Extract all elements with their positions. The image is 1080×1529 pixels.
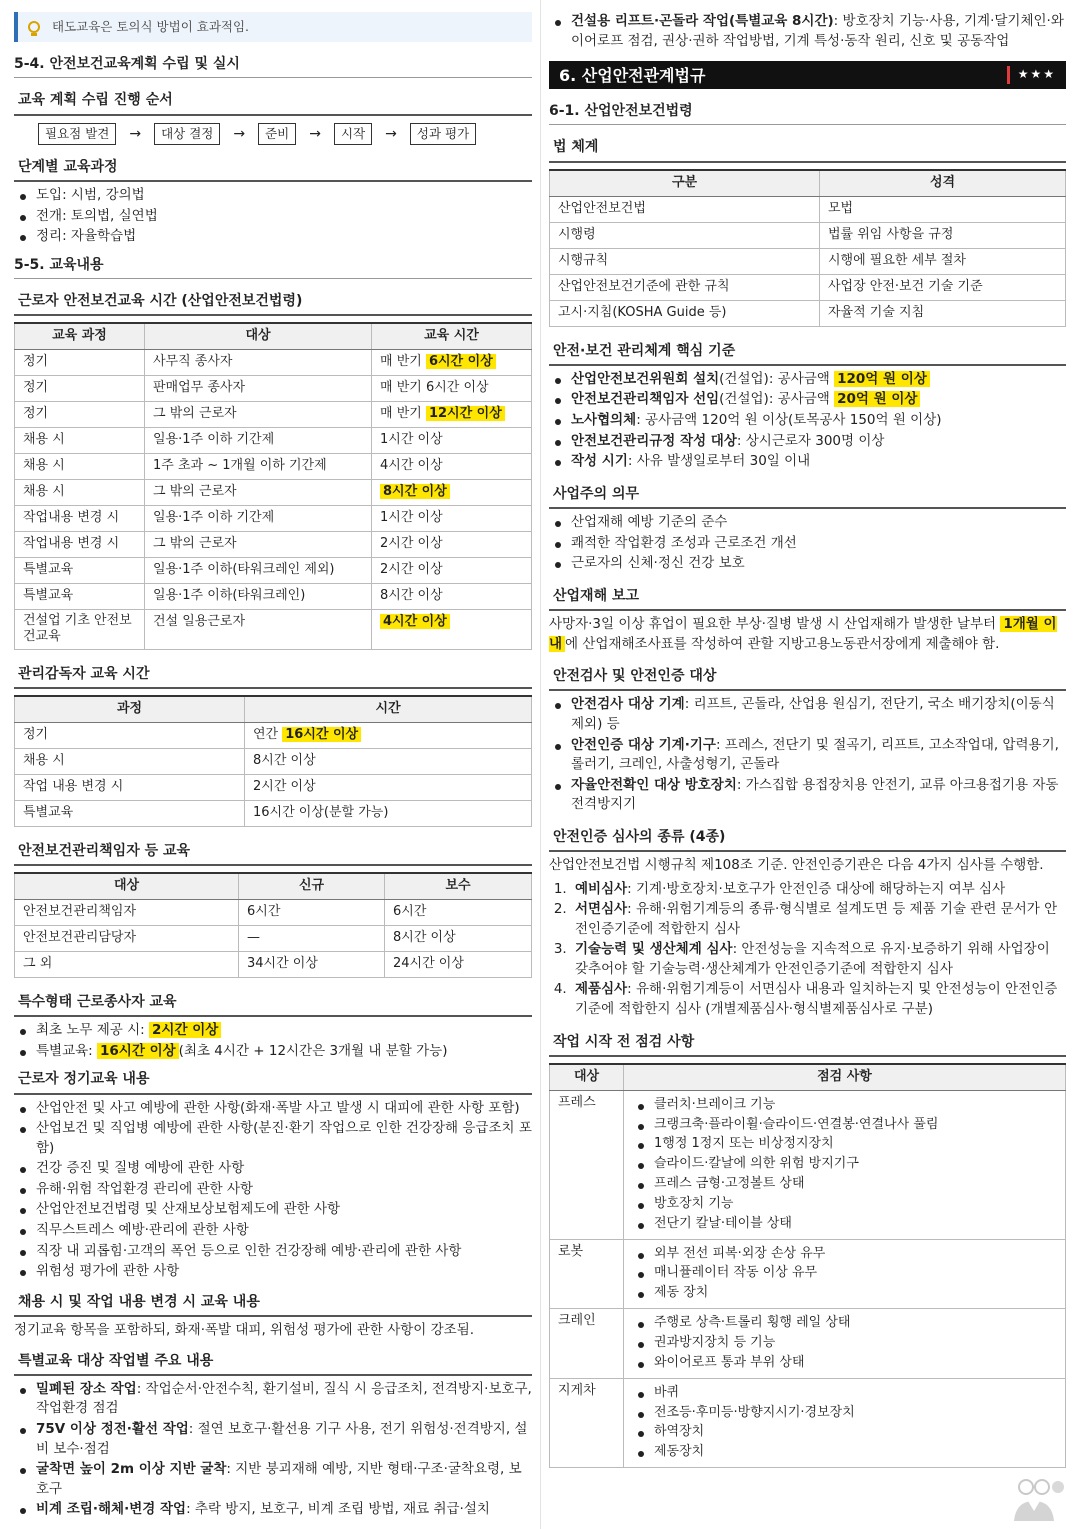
table-header: 대상 (145, 323, 372, 349)
flow-step: 준비 (258, 123, 296, 145)
table-cell: 1주 초과 ~ 1개월 이하 기간제 (145, 454, 372, 480)
list-item: 전조등·후미등·방향지시기·경보장치 (632, 1404, 1057, 1423)
table-cell: 모법 (820, 196, 1066, 222)
table-row (15, 454, 532, 480)
item-text: : 공사금액 120억 원 이상(토목공사 150억 원 이상) (636, 411, 942, 428)
table-header: 대상 (550, 1064, 624, 1090)
list-item (14, 1042, 532, 1062)
hire-edu-text: 정기교육 항목을 포함하되, 화재·폭발 대피, 위험성 평가에 관한 사항이 강조됨. (14, 1322, 475, 1338)
pre-work-check-table (549, 1063, 1066, 1468)
arrow-right-icon: → (385, 125, 397, 142)
table-cell: 산업안전보건기준에 관한 규칙 (550, 274, 820, 300)
worker-edu-table (14, 322, 532, 649)
list-item: 근로자의 신체·정신 건강 보호 (549, 554, 1066, 574)
regular-edu-list (14, 1099, 532, 1282)
table-cell: 6시간 (239, 899, 385, 925)
flow-step: 시작 (334, 123, 372, 145)
cell-text: 매 반기 (380, 406, 422, 422)
table-row (15, 376, 532, 402)
item-text: : 프레스, 전단기 및 절곡기, 리프트, 고소작업대, 압력용기, 롤러기, 크레인, 사출성형기, 곤돌라 (571, 736, 1059, 773)
employer-duty-title: 사업주의 의무 (549, 482, 1066, 509)
table-cell: 일용·1주 이하(타워크레인 제외) (145, 558, 372, 584)
accident-report-text (549, 615, 1066, 654)
tip-note (14, 12, 532, 42)
table-cell: 시행에 필요한 세부 절차 (820, 248, 1066, 274)
list-item: 슬라이드·칼날에 의한 위험 방지기구 (632, 1155, 1057, 1174)
table-cell: 정기 (15, 402, 145, 428)
item-text: : 절연 보호구·활선용 기구 사용, 전기 위험성·전격방지, 설비 보수·점검 (36, 1420, 528, 1457)
section-6-1-title: 6-1. 산업안전보건법령 (549, 101, 1066, 125)
item-text: : 리프트, 곤돌라, 산업용 원심기, 전단기, 국소 배기장치(이동식 제외) 등 (571, 696, 1055, 732)
table-cell: 8시간 이상 (385, 925, 532, 951)
table-cell: 프레스 (550, 1090, 624, 1239)
accident-report-title: 산업재해 보고 (549, 584, 1066, 611)
table-row (15, 951, 532, 977)
table-row (550, 1378, 1066, 1467)
item-text: 최초 노무 제공 시: (36, 1022, 145, 1039)
table-cell: 24시간 이상 (385, 951, 532, 977)
item-term: 안전보건관리책임자 선임 (571, 391, 720, 408)
law-system-title: 법 체계 (549, 135, 1066, 162)
list-item: 도입: 시범, 강의법 (14, 186, 532, 206)
hire-edu-title: 채용 시 및 작업 내용 변경 시 교육 내용 (14, 1290, 532, 1317)
table-row (15, 428, 532, 454)
item-term: 예비심사 (575, 880, 628, 897)
item-text: : 방호장치 기능·사용, 기계·달기체인·와이어로프 점검, 권상·권하 작업방법, 기계 특성·동작 원리, 신호 및 공동작업 (571, 13, 1064, 49)
list-item: 산업안전 및 사고 예방에 관한 사항(화재·폭발 사고 발생 시 대피에 관한 사항 포함) (14, 1099, 532, 1119)
item-text: : 유해·위험기계등의 종류·형식별로 설계도면 등 제품 기술 관련 문서가 안전인증기준에 적합한지 심사 (575, 901, 1058, 937)
employer-duty-list (549, 513, 1066, 574)
section-5-5-title: 5-5. 교육내용 (14, 255, 532, 279)
table-row (550, 300, 1066, 326)
highlight: 1개월 이내 (549, 615, 1057, 652)
table-cell: 사무직 종사자 (145, 350, 372, 376)
cell-text: 1시간 이상 (380, 510, 443, 526)
item-term: 굴착면 높이 2m 이상 지반 굴착 (36, 1461, 227, 1478)
item-text: : 사유 발생일로부터 30일 이내 (627, 453, 811, 470)
item-term: 기술능력 및 생산체계 심사 (575, 941, 733, 958)
list-item (549, 411, 1066, 431)
lightbulb-icon (28, 21, 40, 33)
table-cell: 로봇 (550, 1239, 624, 1309)
item-text: 특별교육: (36, 1042, 93, 1059)
list-item: 외부 전선 피복·외장 손상 유무 (632, 1245, 1057, 1264)
cell-text: 2시간 이상 (253, 778, 316, 794)
list-item (549, 736, 1066, 775)
table-cell (372, 428, 532, 454)
item-term: 제품심사 (575, 981, 628, 998)
cell-text: 연간 (253, 726, 279, 742)
list-item: 산업안전보건법령 및 산재보상보험제도에 관한 사항 (14, 1200, 532, 1220)
section-5-4-title: 5-4. 안전보건교육계획 수립 및 실시 (14, 54, 532, 78)
table-cell (372, 376, 532, 402)
list-item: 제동 장치 (632, 1284, 1057, 1303)
table-row (550, 1239, 1066, 1309)
list-item: 와이어로프 통과 부위 상태 (632, 1354, 1057, 1373)
table-row (15, 800, 532, 826)
table-cell: 34시간 이상 (239, 951, 385, 977)
list-item (549, 12, 1066, 51)
item-text: (최초 4시간 + 12시간은 3개월 내 분할 가능) (178, 1042, 448, 1059)
table-cell: 그 밖의 근로자 (145, 480, 372, 506)
table-cell (372, 402, 532, 428)
table-row (15, 774, 532, 800)
table-row (550, 248, 1066, 274)
table-cell: 채용 시 (15, 480, 145, 506)
manager-edu-title: 관리감독자 교육 시간 (14, 662, 532, 689)
table-cell: 시행규칙 (550, 248, 820, 274)
mgmt-criteria-list (549, 370, 1066, 472)
list-item (14, 1500, 532, 1520)
table-cell: 정기 (15, 350, 145, 376)
list-item: 제동장치 (632, 1443, 1057, 1462)
list-item: 주행로 상측·트롤리 횡행 레일 상태 (632, 1314, 1057, 1333)
table-cell: 일용·1주 이하 기간제 (145, 506, 372, 532)
highlight: 12시간 이상 (426, 406, 505, 421)
table-cell: 건설 일용근로자 (145, 610, 372, 650)
list-item (14, 1380, 532, 1419)
table-cell: 특별교육 (15, 584, 145, 610)
list-item: 방호장치 기능 (632, 1195, 1057, 1214)
item-term: 산업안전보건위원회 설치 (571, 370, 720, 387)
cell-text: 8시간 이상 (253, 752, 316, 768)
item-term: 안전검사 대상 기계 (571, 696, 685, 713)
worker-edu-title: 근로자 안전보건교육 시간 (산업안전보건법령) (14, 289, 532, 316)
list-item: 건강 증진 및 질병 예방에 관한 사항 (14, 1159, 532, 1179)
table-cell: 크레인 (550, 1309, 624, 1379)
item-text: : 기계·방호장치·보호구가 안전인증 대상에 해당하는지 여부 심사 (627, 880, 1006, 897)
flow-step: 필요점 발견 (38, 123, 116, 145)
table-cell (372, 584, 532, 610)
list-item: 유해·위험 작업환경 관리에 관한 사항 (14, 1180, 532, 1200)
chapter-title: 6. 산업안전관계법규 (559, 65, 706, 85)
table-header: 대상 (15, 873, 239, 899)
tip-text: 태도교육은 토의식 방법이 효과적임. (52, 18, 250, 34)
cell-text: 매 반기 6시간 이상 (380, 380, 489, 396)
check-list (632, 1314, 1057, 1373)
list-item: 산업재해 예방 기준의 준수 (549, 513, 1066, 533)
table-cell (624, 1309, 1066, 1379)
item-term: 밀폐된 장소 작업 (36, 1380, 137, 1397)
item-term: 서면심사 (575, 901, 628, 918)
highlight: 2시간 이상 (149, 1022, 221, 1038)
item-text: (건설업): 공사금액 (719, 391, 830, 408)
special-job-list (14, 1380, 532, 1520)
table-cell (624, 1239, 1066, 1309)
list-item (571, 900, 1066, 939)
arrow-right-icon: → (309, 125, 321, 142)
table-row (550, 1309, 1066, 1379)
list-item: 1행정 1정지 또는 비상정지장치 (632, 1135, 1057, 1154)
list-item: 매니퓰레이터 작동 이상 유무 (632, 1264, 1057, 1283)
list-item: 바퀴 (632, 1384, 1057, 1403)
special-worker-title: 특수형태 근로종사자 교육 (14, 990, 532, 1017)
check-list (632, 1096, 1057, 1234)
list-item (14, 1460, 532, 1499)
table-cell (372, 480, 532, 506)
left-column (14, 0, 532, 1521)
highlight: 8시간 이상 (380, 484, 450, 499)
item-text: : 가스집합 용접장치용 안전기, 교류 아크용접기용 자동전격방지기 (571, 776, 1059, 813)
table-row (15, 350, 532, 376)
list-item: 직무스트레스 예방·관리에 관한 사항 (14, 1221, 532, 1241)
table-row (550, 222, 1066, 248)
item-term: 안전보건관리규정 작성 대상 (571, 432, 737, 449)
list-item (549, 390, 1066, 410)
table-cell: 지게차 (550, 1378, 624, 1467)
table-cell: 고시·지침(KOSHA Guide 등) (550, 300, 820, 326)
list-item (14, 1021, 532, 1041)
table-row (550, 196, 1066, 222)
item-text: : 추락 방지, 보호구, 비계 조립 방법, 재료 취급·설치 (186, 1501, 490, 1518)
table-cell (245, 722, 532, 748)
list-item (549, 452, 1066, 472)
table-cell (245, 800, 532, 826)
arrow-right-icon: → (233, 125, 246, 142)
table-row (15, 584, 532, 610)
highlight: 120억 원 이상 (834, 371, 930, 387)
table-row (15, 532, 532, 558)
chapter-6-bar (549, 61, 1066, 89)
flow-step: 성과 평가 (410, 123, 476, 145)
table-cell: 일용·1주 이하 기간제 (145, 428, 372, 454)
highlight: 4시간 이상 (380, 614, 450, 629)
table-cell: 산업안전보건법 (550, 196, 820, 222)
table-row (550, 274, 1066, 300)
table-cell: 사업장 안전·보건 기술 기준 (820, 274, 1066, 300)
table-header: 교육 과정 (15, 323, 145, 349)
inspection-list (549, 695, 1066, 814)
table-row (15, 748, 532, 774)
table-cell: — (239, 925, 385, 951)
item-term: 75V 이상 정전·활선 작업 (36, 1420, 189, 1437)
table-cell: 법률 위임 사항을 규정 (820, 222, 1066, 248)
table-row (15, 610, 532, 650)
table-cell: 자율적 기술 지침 (820, 300, 1066, 326)
stage-course-title: 단계별 교육과정 (14, 155, 532, 182)
plan-order-title: 교육 계획 수립 진행 순서 (14, 88, 532, 115)
table-cell (372, 610, 532, 650)
table-header: 교육 시간 (372, 323, 532, 349)
table-cell (372, 350, 532, 376)
table-cell (624, 1378, 1066, 1467)
table-row (550, 1090, 1066, 1239)
regular-edu-title: 근로자 정기교육 내용 (14, 1067, 532, 1094)
list-item (14, 1420, 532, 1459)
table-cell: 작업 내용 변경 시 (15, 774, 245, 800)
list-item: 산업보건 및 직업병 예방에 관한 사항(분진·환기 작업으로 인한 건강장해 응급조치 포함) (14, 1119, 532, 1158)
list-item: 직장 내 괴롭힘·고객의 폭언 등으로 인한 건강장해 예방·관리에 관한 사항 (14, 1242, 532, 1262)
table-cell (372, 532, 532, 558)
list-item: 프레스 금형·고정볼트 상태 (632, 1175, 1057, 1194)
highlight: 6시간 이상 (426, 354, 496, 369)
arrow-right-icon: → (129, 125, 142, 142)
pre-work-check-title: 작업 시작 전 점검 사항 (549, 1030, 1066, 1057)
table-cell: 그 밖의 근로자 (145, 402, 372, 428)
star-rating-icon: ★★★ (1007, 66, 1056, 83)
table-header: 구분 (550, 170, 820, 196)
cell-text: 4시간 이상 (380, 458, 443, 474)
table-row (15, 506, 532, 532)
list-item (571, 940, 1066, 979)
item-term: 비계 조립·해체·변경 작업 (36, 1501, 187, 1518)
stage-list (14, 186, 532, 247)
list-item (571, 980, 1066, 1019)
table-header: 과정 (15, 696, 245, 722)
table-cell: 채용 시 (15, 428, 145, 454)
table-cell: 일용·1주 이하(타워크레인) (145, 584, 372, 610)
table-cell: 6시간 (385, 899, 532, 925)
cell-text: 8시간 이상 (380, 588, 443, 604)
item-text: (건설업): 공사금액 (719, 370, 830, 387)
table-header: 보수 (385, 873, 532, 899)
table-header: 시간 (245, 696, 532, 722)
list-item (549, 695, 1066, 734)
table-row (15, 925, 532, 951)
item-text: : 상시근로자 300명 이상 (736, 432, 885, 449)
table-cell: 채용 시 (15, 454, 145, 480)
responsible-edu-title: 안전보건관리책임자 등 교육 (14, 839, 532, 866)
table-cell: 특별교육 (15, 800, 245, 826)
special-job-title: 특별교육 대상 작업별 주요 내용 (14, 1349, 532, 1376)
table-cell: 시행령 (550, 222, 820, 248)
list-item: 권과방지장치 등 기능 (632, 1334, 1057, 1353)
list-item: 하역장치 (632, 1423, 1057, 1442)
cell-text: 매 반기 (380, 354, 422, 370)
cell-text: 16시간 이상(분할 가능) (253, 804, 389, 820)
table-cell: 판매업무 종사자 (145, 376, 372, 402)
cell-text: 2시간 이상 (380, 562, 443, 578)
check-list (632, 1384, 1057, 1462)
table-cell: 정기 (15, 722, 245, 748)
report-text: 에 산업재해조사표를 작성하여 관할 지방고용노동관서장에게 제출해야 함. (565, 635, 1000, 652)
table-row (15, 558, 532, 584)
table-row (15, 480, 532, 506)
list-item: 전단기 칼날·테이블 상태 (632, 1215, 1057, 1234)
list-item (549, 370, 1066, 390)
mgmt-criteria-title: 안전·보건 관리체계 핵심 기준 (549, 339, 1066, 366)
table-cell: 채용 시 (15, 748, 245, 774)
list-item: 전개: 토의법, 실연법 (14, 207, 532, 227)
item-term: 노사협의체 (571, 411, 637, 428)
item-term: 건설용 리프트·곤돌라 작업(특별교육 8시간) (571, 13, 834, 29)
list-item: 정리: 자율학습법 (14, 227, 532, 247)
list-item: 위험성 평가에 관한 사항 (14, 1262, 532, 1282)
table-cell (245, 748, 532, 774)
list-item (571, 880, 1066, 900)
item-text: : 유해·위험기계등이 서면심사 내용과 일치하는지 및 안전성능이 안전인증기준에 적합한지 심사 (개별제품심사·형식별제품심사로 구분) (575, 981, 1058, 1017)
item-text: : 작업순서·안전수칙, 환기설비, 질식 시 응급조치, 전격방지·보호구, 작업환경 점검 (36, 1380, 532, 1417)
item-term: 작성 시기 (571, 453, 628, 470)
table-cell: 건설업 기초 안전보건교육 (15, 610, 145, 650)
cert-type-title: 안전인증 심사의 종류 (4종) (549, 825, 1066, 852)
table-row (15, 899, 532, 925)
list-item: 쾌적한 작업환경 조성과 근로조건 개선 (549, 534, 1066, 554)
list-item: 클러치·브레이크 기능 (632, 1096, 1057, 1115)
check-list (632, 1245, 1057, 1304)
cell-text: 1시간 이상 (380, 432, 443, 448)
continued-list (549, 12, 1066, 51)
flow-step: 대상 결정 (154, 123, 220, 145)
table-cell (372, 506, 532, 532)
table-cell: 그 밖의 근로자 (145, 532, 372, 558)
cert-type-text: 산업안전보건법 시행규칙 제108조 기준. 안전인증기관은 다음 4가지 심사를 수행함. (549, 857, 1044, 874)
table-cell: 정기 (15, 376, 145, 402)
item-term: 자율안전확인 대상 방호장치 (571, 776, 737, 793)
item-text: : 안전성능을 지속적으로 유지·보증하기 위해 사업장이 갖추어야 할 기술능력·생산체계가 안전인증기준에 적합한지 심사 (575, 941, 1050, 977)
table-cell (245, 774, 532, 800)
table-cell (372, 558, 532, 584)
special-worker-list (14, 1021, 532, 1061)
highlight: 20억 원 이상 (834, 391, 920, 407)
table-header: 점검 사항 (624, 1064, 1066, 1090)
table-cell (372, 454, 532, 480)
mascot-icon (1008, 1477, 1066, 1521)
table-row (15, 722, 532, 748)
cert-type-list (571, 880, 1066, 1020)
inspection-title: 안전검사 및 안전인증 대상 (549, 664, 1066, 691)
right-column (549, 0, 1066, 1468)
manager-edu-table (14, 695, 532, 827)
table-header: 신규 (239, 873, 385, 899)
column-divider (540, 0, 541, 1529)
report-text: 사망자·3일 이상 휴업이 필요한 부상·질병 발생 시 산업재해가 발생한 날부터 (549, 615, 997, 632)
table-cell (624, 1090, 1066, 1239)
table-cell: 그 외 (15, 951, 239, 977)
highlight: 16시간 이상 (282, 727, 361, 742)
table-cell: 안전보건관리담당자 (15, 925, 239, 951)
table-cell: 작업내용 변경 시 (15, 506, 145, 532)
item-text: : 지반 붕괴재해 예방, 지반 형태·구조·굴착요령, 보호구 (36, 1461, 522, 1497)
law-system-table (549, 169, 1066, 327)
table-row (15, 402, 532, 428)
responsible-edu-table (14, 872, 532, 978)
highlight: 16시간 이상 (97, 1043, 179, 1059)
table-cell: 특별교육 (15, 558, 145, 584)
item-term: 안전인증 대상 기계·기구 (571, 736, 716, 753)
cell-text: 2시간 이상 (380, 536, 443, 552)
list-item: 크랭크축·플라이휠·슬라이드·연결봉·연결나사 풀림 (632, 1116, 1057, 1135)
table-cell: 안전보건관리책임자 (15, 899, 239, 925)
list-item (549, 776, 1066, 815)
plan-flow (38, 123, 532, 145)
table-cell: 작업내용 변경 시 (15, 532, 145, 558)
table-header: 성격 (820, 170, 1066, 196)
list-item (549, 432, 1066, 452)
